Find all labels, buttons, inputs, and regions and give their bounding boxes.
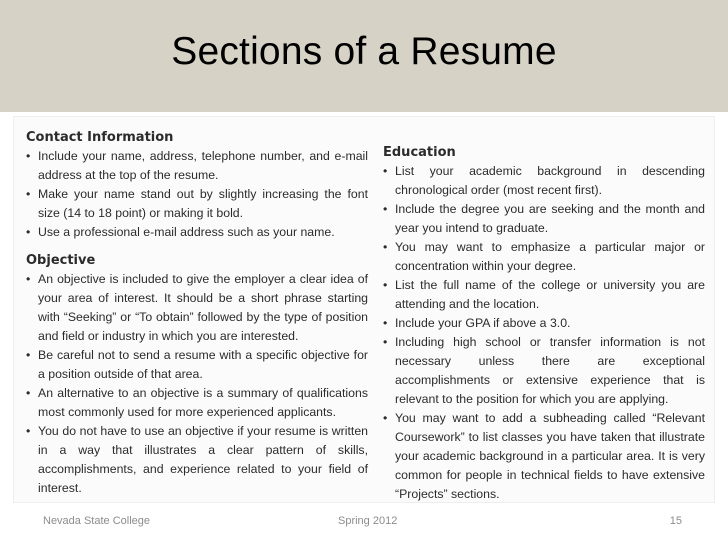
objective-section [26, 252, 368, 498]
left-column [26, 129, 368, 508]
content-image [14, 117, 714, 502]
objective-heading: Objective [26, 253, 96, 268]
education-item: • List the full name of the college or university you are attending and the location. [383, 276, 705, 314]
education-section [383, 144, 705, 504]
education-item: • Include the degree you are seeking and the month and year you intend to graduate. [383, 200, 705, 238]
education-list [383, 162, 705, 504]
contact-list [26, 147, 368, 242]
education-item: • List your academic background in descending chronological order (most recent first). [383, 162, 705, 200]
objective-item: • Be careful not to send a resume with a specific objective for a position outside of that area. [26, 346, 368, 384]
slide-title: Sections of a Resume [171, 30, 557, 73]
objective-item: • An objective is included to give the employer a clear idea of your area of interest. It should be a short phrase starting with “Seeking” or “To obtain” followed by the type of position and field or industry in which you are interested. [26, 270, 368, 346]
objective-item: • You do not have to use an objective if your resume is written in a way that illustrates a clear pattern of skills, accomplishments, and experience related to your field of interest. [26, 422, 368, 498]
education-item: • You may want to emphasize a particular major or concentration within your degree. [383, 238, 705, 276]
footer-page-number: 15 [669, 515, 682, 527]
contact-section [26, 129, 368, 242]
footer-college: Nevada State College [43, 515, 151, 527]
contact-item: • Make your name stand out by slightly increasing the font size (14 to 18 point) or making it bold. [26, 185, 368, 223]
contact-heading: Contact Information [26, 130, 174, 145]
education-heading: Education [383, 145, 456, 160]
objective-item: • An alternative to an objective is a summary of qualifications most commonly used for more experienced applicants. [26, 384, 368, 422]
education-item: • Including high school or transfer information is not necessary unless there are exceptional accomplishments or extensive experience that is relevant to the position for which you are applying. [383, 333, 705, 409]
contact-item: • Use a professional e-mail address such as your name. [26, 223, 368, 242]
contact-item: • Include your name, address, telephone number, and e-mail address at the top of the resume. [26, 147, 368, 185]
education-item: • You may want to add a subheading called “Relevant Coursework” to list classes you have taken that illustrate your academic background in a particular area. It is very common for people in technical fields to have extensive “Projects” sections. [383, 409, 705, 504]
objective-list [26, 270, 368, 498]
education-item: • Include your GPA if above a 3.0. [383, 314, 705, 333]
right-column [383, 144, 705, 514]
footer-date: Spring 2012 [338, 515, 398, 527]
